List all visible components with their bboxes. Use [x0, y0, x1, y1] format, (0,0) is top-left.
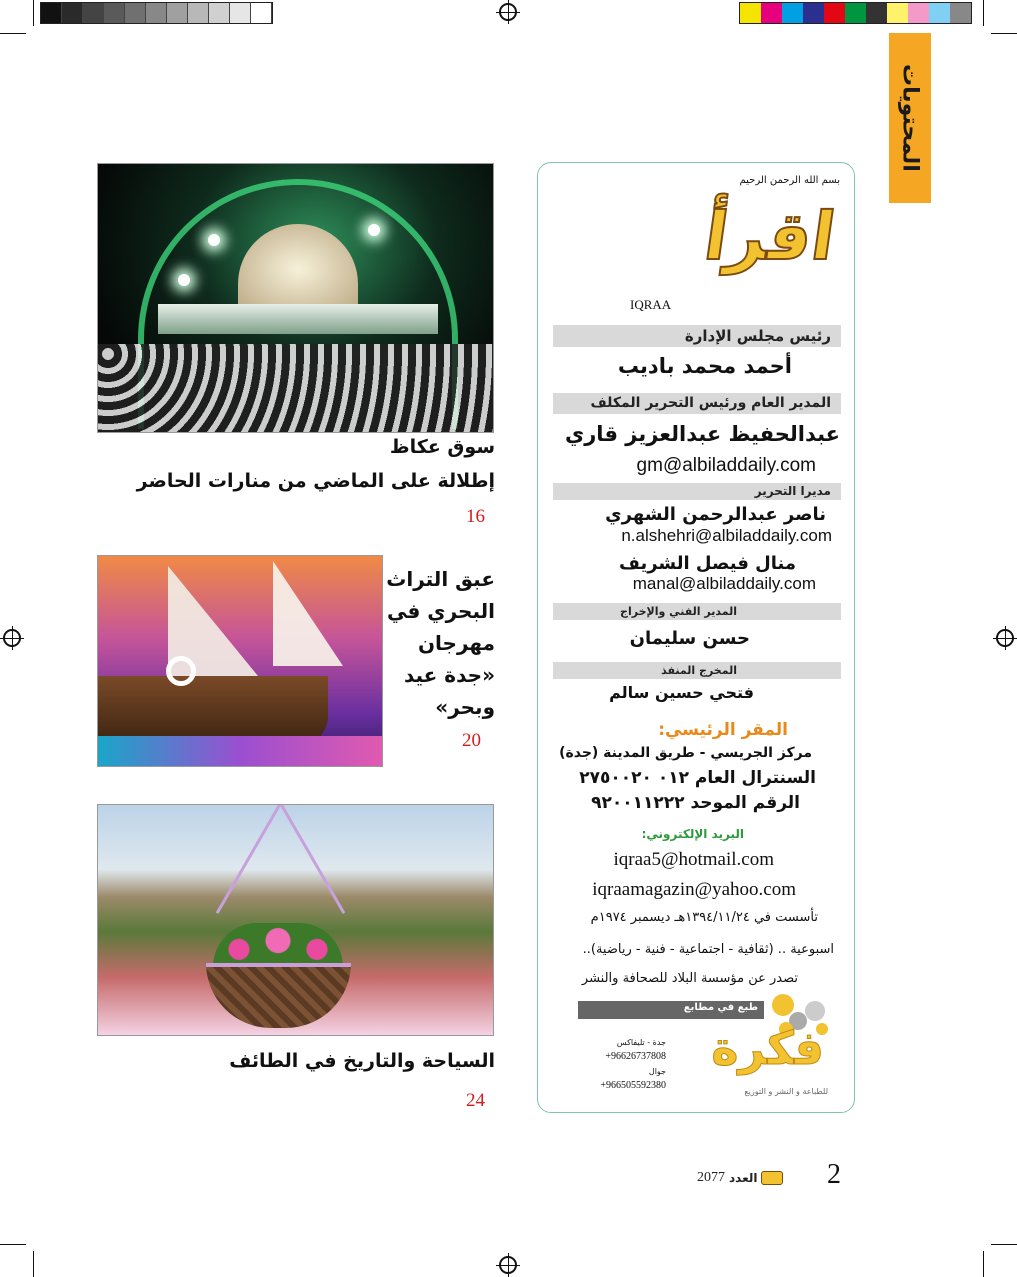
email-address-1[interactable]: iqraa5@hotmail.com: [613, 849, 774, 870]
issue-badge: [697, 1170, 783, 1186]
iqraa-latin-logo: IQRAA: [630, 297, 672, 312]
gm-name: عبدالحفيظ عبدالعزيز قاري: [564, 422, 840, 446]
registration-mark-right: [996, 629, 1014, 647]
crop-mark: [983, 0, 984, 26]
crop-mark: [33, 0, 34, 26]
article-title-okaz[interactable]: سوق عكاظ: [389, 436, 495, 458]
executive-producer-name: فتحي حسين سالم: [609, 683, 754, 702]
page-number-jeddah[interactable]: 20: [462, 730, 481, 751]
crop-mark: [983, 1251, 984, 1277]
issue-label: العدد: [729, 1171, 758, 1185]
contents-tab: [889, 33, 931, 203]
chairman-label: رئيس مجلس الإدارة: [553, 325, 841, 347]
okaz-festival-photo[interactable]: [97, 163, 494, 433]
iqraa-logo: [626, 198, 841, 298]
crop-mark: [33, 1251, 34, 1277]
article-title-jeddah-line4[interactable]: «جدة عيد: [403, 663, 495, 687]
mobile-number: +966505592380: [600, 1080, 666, 1091]
crop-mark: [0, 33, 26, 34]
art-director-name: حسن سليمان: [629, 628, 750, 649]
article-subtitle-okaz[interactable]: إطلالة على الماضي من منارات الحاضر: [136, 470, 495, 492]
article-title-jeddah-line1[interactable]: عبق التراث: [386, 567, 495, 591]
crop-mark: [991, 1244, 1017, 1245]
hq-address: مركز الجريسي - طريق المدينة (جدة): [559, 745, 812, 761]
founded-date: تأسست في ١٣٩٤/١١/٢٤هـ ديسمبر ١٩٧٤م: [590, 910, 818, 925]
executive-producer-label: المخرج المنفذ: [553, 662, 841, 679]
email-address-2[interactable]: iqraamagazin@yahoo.com: [592, 879, 796, 900]
page-number-okaz[interactable]: 16: [466, 506, 485, 527]
iqraa-logo-text: اقرأ: [700, 198, 841, 275]
grayscale-calibration-strip: [40, 2, 273, 24]
editor2-name: منال فيصل الشريف: [619, 553, 796, 574]
chairman-name: أحمد محمد باديب: [617, 354, 792, 378]
crop-mark: [991, 33, 1017, 34]
folio-page-number: 2: [827, 1159, 841, 1190]
article-title-jeddah-line2[interactable]: البحري في: [386, 599, 495, 623]
hq-phone: السنترال العام ٠١٢ ٢٧٥٠٠٢٠: [579, 768, 816, 788]
contents-tab-label: المحتويات: [897, 64, 923, 172]
printer-tagline: للطباعة و النشر و التوزيع: [744, 1087, 828, 1096]
color-calibration-strip: [739, 2, 972, 24]
hq-unified-number: الرقم الموحد ٩٢٠٠١١٢٢٢: [591, 793, 800, 813]
taif-flowers-photo[interactable]: [97, 804, 494, 1036]
hq-label: المقر الرئيسي:: [658, 720, 788, 740]
dhow-sails: [98, 556, 383, 696]
page-number-taif[interactable]: 24: [466, 1090, 485, 1111]
article-title-taif[interactable]: السياحة والتاريخ في الطائف: [229, 1050, 495, 1072]
editors-label: مديرا التحرير: [553, 483, 841, 500]
email-label: البريد الإلكتروني:: [641, 827, 744, 841]
registration-mark-bottom: [499, 1256, 517, 1274]
article-title-jeddah-line5[interactable]: وبحر»: [435, 695, 495, 719]
fax-number: +96626737808: [605, 1051, 666, 1062]
printer-logo-text: فكرة: [711, 1021, 824, 1075]
editor1-email[interactable]: n.alshehri@albiladdaily.com: [621, 526, 832, 545]
issue-number: 2077: [697, 1170, 725, 1185]
publisher-line: تصدر عن مؤسسة البلاد للصحافة والنشر: [581, 971, 798, 986]
printed-by-label: طبع في مطابع: [683, 1002, 758, 1013]
mobile-label: جوال: [648, 1067, 666, 1076]
gm-email[interactable]: gm@albiladdaily.com: [636, 455, 816, 476]
registration-mark-left: [3, 629, 21, 647]
editor1-name: ناصر عبدالرحمن الشهري: [605, 504, 826, 525]
jeddah-festival-photo[interactable]: [97, 555, 383, 767]
crop-mark: [0, 1244, 26, 1245]
basmala: بسم الله الرحمن الرحيم: [739, 175, 840, 186]
gm-label: المدير العام ورئيس التحرير المكلف: [553, 393, 841, 414]
publication-frequency: اسبوعية .. (ثقافية - اجتماعية - فنية - رياضية)..: [582, 942, 834, 957]
masthead-box: [537, 162, 855, 1113]
registration-mark-top: [499, 3, 517, 21]
fax-label: جدة - تليفاكس: [616, 1038, 666, 1047]
art-director-label: المدير الفني والإخراج: [553, 603, 841, 620]
mini-logo-icon: [761, 1171, 783, 1185]
editor2-email[interactable]: manal@albiladdaily.com: [632, 574, 816, 593]
article-title-jeddah-line3[interactable]: مهرجان: [417, 631, 495, 655]
